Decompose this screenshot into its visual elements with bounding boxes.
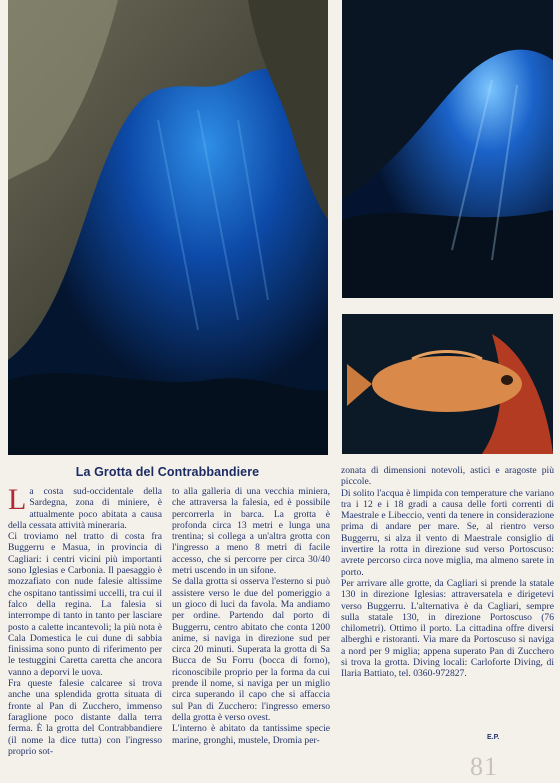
paragraph: L'interno è abitato da tantissime specie marine, gronghi, mustele, Dromia per- xyxy=(172,723,330,746)
grouper-fish-photo xyxy=(342,314,553,454)
paragraph: Ci troviamo nel tratto di costa fra Buggerru e Masua, in provincia di Cagliari: i centri vicini più importanti sono Iglesias e Carbonia. Il paesaggio è mozzafiato con nude falesie altissime che ospitano tantissimi uccelli, tra cui il falco della regina. La falesia si interrompe di tanto in tanto per lasciare posto a calette incantevoli; la più nota è Cala Domestica le cui dune di sabbia finissima sono punto di riferimento per le testuggini Caretta caretta che ancora vanno a deporvi le uova. xyxy=(8,531,162,678)
article-column-2 xyxy=(172,486,330,746)
paragraph: Se dalla grotta si osserva l'esterno si può assistere verso le due del pomeriggio a un gioco di luci da favola. Ma andiamo per ordine. Partendo dal porto di Buggerru, centro abitato che conta 1200 anime, si naviga in direzione sud per circa 20 minuti. Superata la grotta di Sa Bucca de Su Forru (bocca di forno), riconoscibile proprio per la forma da cui prende il nome, si naviga per un miglio circa superando il capo che si affaccia sul Pan di Zucchero: l'ingresso emerso della grotta è verso ovest. xyxy=(172,576,330,723)
paragraph-text: a costa sud-occidentale della Sardegna, zona di miniere, è attualmente poco abitata a causa della cessata attività mineraria. xyxy=(8,486,162,531)
paragraph: Fra queste falesie calcaree si trova anche una splendida grotta situata di fronte al Pan di Zucchero, immenso faraglione poco distante dalla terra ferma. È la grotta del Contrabbandiere (il nome la dice tutta) con l'ingresso proprio sot- xyxy=(8,678,162,757)
author-initials: E.P. xyxy=(487,734,500,741)
article-title: La Grotta del Contrabbandiere xyxy=(75,465,260,479)
cave-entrance-photo xyxy=(8,0,328,455)
page-number: 81 xyxy=(470,752,498,781)
paragraph xyxy=(8,483,162,531)
paragraph: Per arrivare alle grotte, da Cagliari si prende la statale 130 in direzione Iglesias: attraversatela e dirigetevi verso Buggerru. L'alternativa è da Cagliari, sempre sulla statale 130, in direzione Portoscuso (76 chilometri). Ottimo il porto. La cittadina offre diversi alberghi e ristoranti. Via mare da Portoscuso si naviga a nord per 9 miglia; appena superato Pan di Zucchero si trova la grotta. Diving locali: Carloforte Diving, di Ilaria Battiato, tel. 0360-972827. xyxy=(341,577,554,680)
article-column-1 xyxy=(8,483,162,757)
paragraph: zonata di dimensioni notevoli, astici e aragoste più piccole. xyxy=(341,465,554,488)
paragraph: Di solito l'acqua è limpida con temperature che variano tra i 12 e i 18 gradi a causa delle forti correnti di Maestrale e Libeccio, venti da tenere in considerazione prima di andare per mare. Se, al rientro verso Buggerru, si alza il vento di Maestrale consiglio di invertire la rotta in direzione sud verso Portoscuso: avrete percorso circa nove miglia, ma almeno sarete in porto. xyxy=(341,487,554,578)
paragraph: to alla galleria di una vecchia miniera, che attraversa la falesia, ed è possibile percorrerla in barca. La grotta è profonda circa 13 metri e lunga una trentina; si collega a un'altra grotta con l'ingresso a meno 8 metri di facile accesso, che si percorre per circa 30/40 metri uscendo in un sifone. xyxy=(172,486,330,577)
dropcap: L xyxy=(8,483,27,516)
article-column-3 xyxy=(341,465,554,680)
cave-light-photo xyxy=(342,0,553,298)
